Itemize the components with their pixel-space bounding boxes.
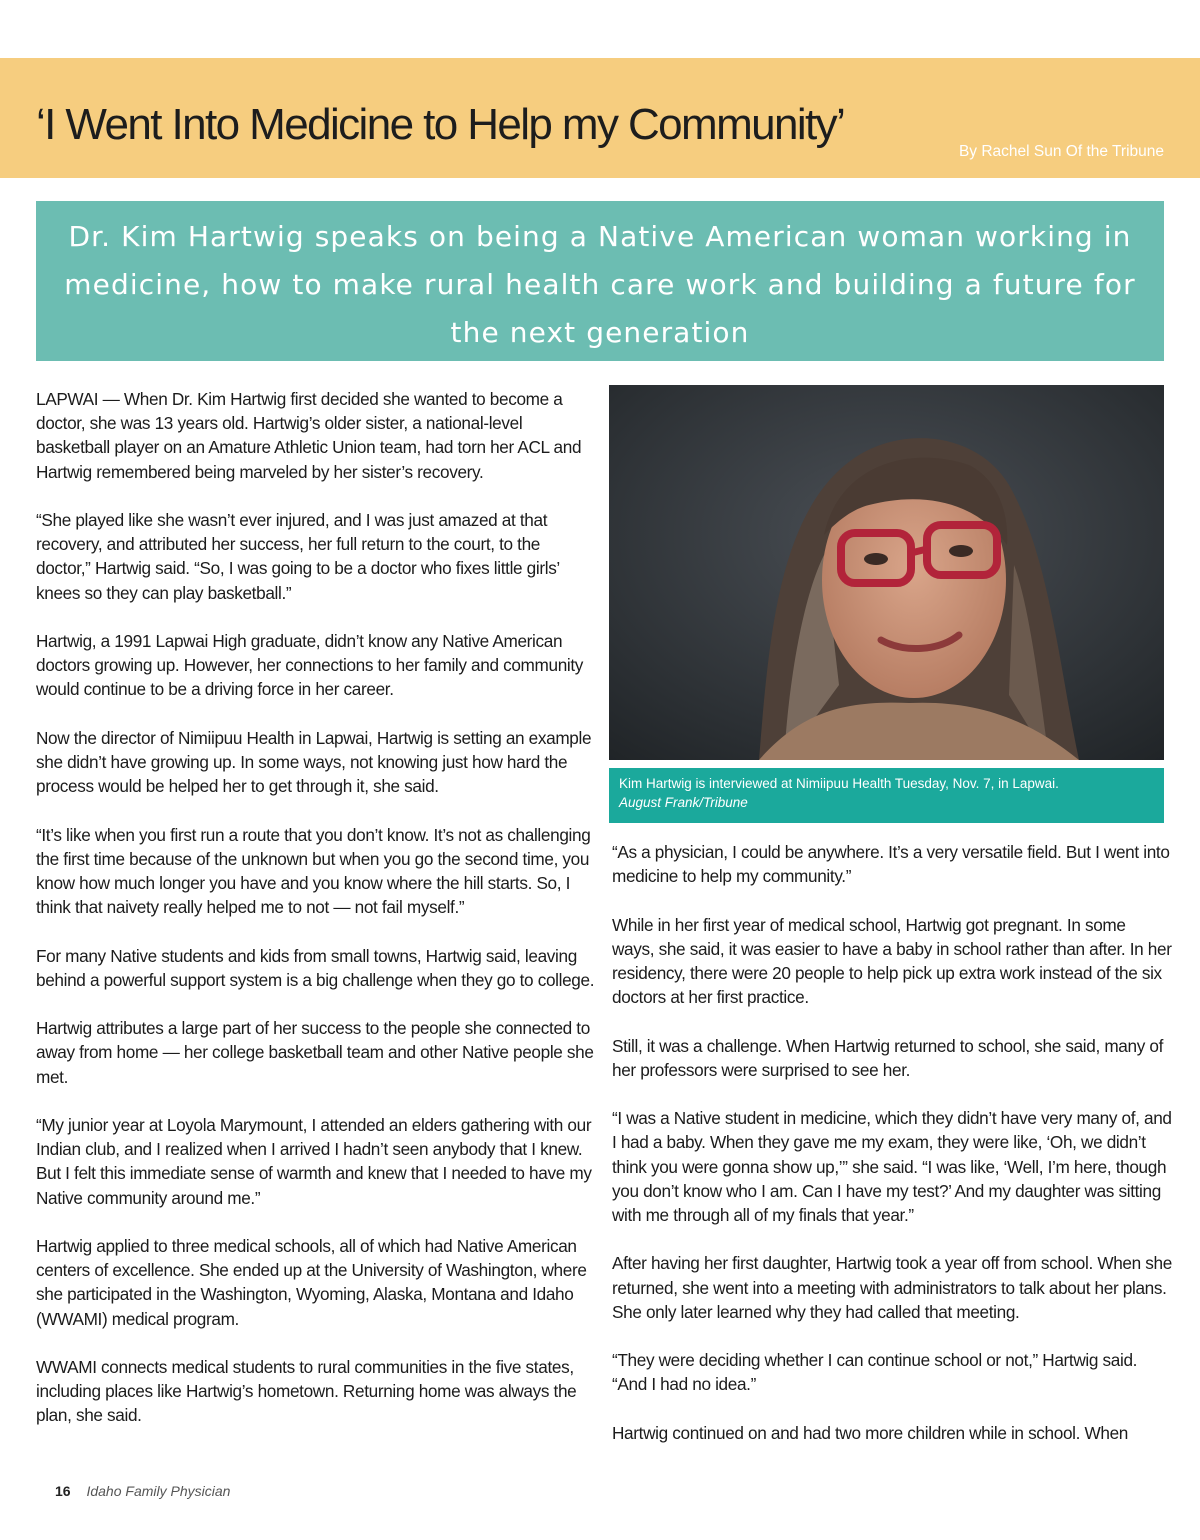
- paragraph: Still, it was a challenge. When Hartwig returned to school, she said, many of her professors were surprised to see her.: [612, 1035, 1164, 1080]
- right-column: [612, 840, 1172, 1469]
- paragraph: Now the director of Nimiipuu Health in Lapwai, Hartwig is setting an example she didn’t have growing up. In some ways, not knowing just how hard the process would be helped her to get through it, she said.: [36, 727, 592, 797]
- paragraph: “My junior year at Loyola Marymount, I attended an elders gathering with our Indian club, and I realized when I arrived I hadn’t seen anybody that I knew. But I felt this immediate sense of warmth and knew that I needed to have my Native community around me.”: [36, 1114, 592, 1208]
- left-column: [36, 387, 596, 1452]
- paragraph: “She played like she wasn’t ever injured, and I was just amazed at that recovery, and attributed her success, her full return to the court, to the doctor,” Hartwig said. “So, I was going to be a doctor who fixes little girls’ knees so they can play basketball.”: [36, 510, 560, 603]
- paragraph: LAPWAI — When Dr. Kim Hartwig first decided she wanted to become a doctor, she was 13 years old. Hartwig’s older sister, a national-level basketball player on an Amature Athletic Union team, had torn her ACL and Hartwig remembered being marveled by her sister’s recovery.: [36, 389, 582, 482]
- article-byline: By Rachel Sun Of the Tribune: [958, 143, 1164, 160]
- publication-name: Idaho Family Physician: [86, 1483, 231, 1499]
- paragraph: While in her first year of medical school, Hartwig got pregnant. In some ways, she said, it was easier to have a baby in school rather than after. In her residency, there were 20 people to help pick up extra work instead of the six doctors at her first practice.: [612, 914, 1172, 1008]
- dek-text: Dr. Kim Hartwig speaks on being a Native American woman working in medicine, how to make rural health care work and building a future for the next generation: [64, 220, 1136, 349]
- caption-text: Kim Hartwig is interviewed at Nimiipuu Health Tuesday, Nov. 7, in Lapwai.: [619, 776, 1059, 791]
- paragraph: WWAMI connects medical students to rural communities in the five states, including places like Hartwig’s hometown. Returning home was always the plan, she said.: [36, 1356, 577, 1426]
- paragraph: After having her first daughter, Hartwig took a year off from school. When she returned, she went into a meeting with administrators to talk about her plans. She only later learned why they had called that meeting.: [612, 1253, 1172, 1322]
- photo-credit: August Frank/Tribune: [619, 795, 748, 810]
- paragraph: Hartwig attributes a large part of her success to the people she connected to away from home — her college basketball team and other Native people she met.: [36, 1018, 594, 1087]
- photo-caption: [609, 768, 1164, 823]
- paragraph: Hartwig continued on and had two more children while in school. When: [612, 1422, 1128, 1443]
- paragraph: For many Native students and kids from small towns, Hartwig said, leaving behind a powerful support system is a big challenge when they go to college.: [36, 945, 595, 990]
- paragraph: Hartwig applied to three medical schools, all of which had Native American centers of excellence. She ended up at the University of Washington, where she participated in the Washington, Wyoming, Alaska, Montana and Idaho (WWAMI) medical program.: [36, 1235, 587, 1329]
- paragraph: “As a physician, I could be anywhere. It’s a very versatile field. But I went into medicine to help my community.”: [612, 842, 1170, 887]
- page-footer: [55, 1483, 230, 1499]
- portrait-illustration: [609, 385, 1164, 760]
- paragraph: “They were deciding whether I can continue school or not,” Hartwig said. “And I had no idea.”: [612, 1350, 1138, 1395]
- article-headline: ‘I Went Into Medicine to Help my Community’: [36, 100, 845, 149]
- paragraph: “It’s like when you first run a route that you don’t know. It’s not as challenging the first time because of the unknown but when you go the second time, you know how much longer you have and you know where the hill starts. So, I think that naivety really helped me to not — not fail myself.”: [36, 824, 591, 918]
- paragraph: Hartwig, a 1991 Lapwai High graduate, didn’t know any Native American doctors growing up. However, her connections to her family and community would continue to be a driving force in her career.: [36, 631, 584, 700]
- page-number: 16: [55, 1483, 71, 1499]
- paragraph: “I was a Native student in medicine, which they didn’t have very many of, and I had a baby. When they gave me my exam, they were like, ‘Oh, we didn’t think you were gonna show up,’” she said. “I was like, ‘Well, I’m here, though you don’t know who I am. Can I have my test?’ And my daughter was sitting with me through all of my finals that year.”: [612, 1108, 1172, 1225]
- portrait-photo: [609, 385, 1164, 760]
- dek-box: [36, 201, 1164, 361]
